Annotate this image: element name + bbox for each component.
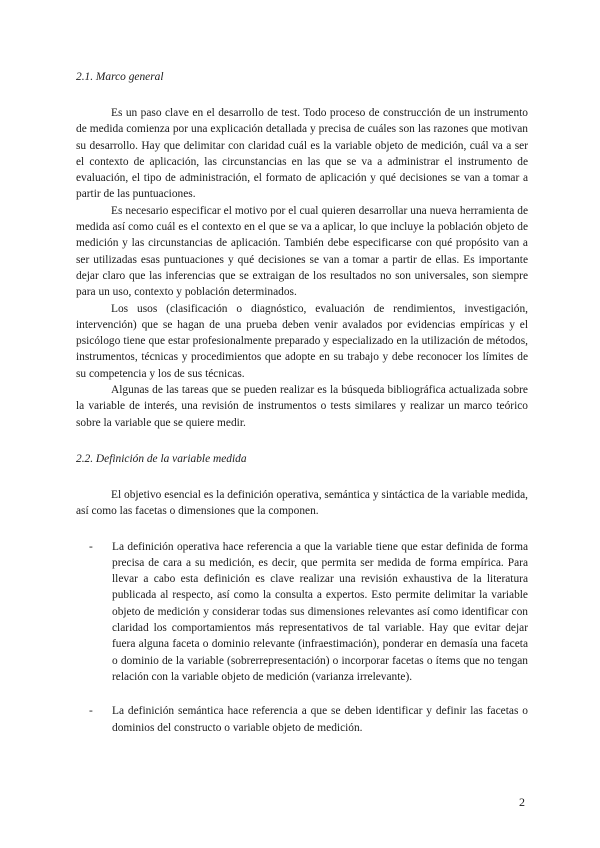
paragraph-intro-definicion: El objetivo esencial es la definición operativa, semántica y sintáctica de la variable medida, así como las facetas o dimensiones que la componen. xyxy=(76,488,528,518)
bullet-list xyxy=(76,539,528,736)
list-item-text: La definición semántica hace referencia a que se deben identificar y definir las facetas o dominios del constructo o variable objeto de medición. xyxy=(112,705,528,734)
list-item xyxy=(76,539,528,686)
document-page xyxy=(76,70,528,736)
bullet-dash: - xyxy=(89,705,93,718)
bullet-dash: - xyxy=(89,540,93,553)
section-heading-definicion: 2.2. Definición de la variable medida xyxy=(76,452,247,465)
list-item xyxy=(76,703,528,736)
section-heading-marco-general: 2.1. Marco general xyxy=(76,71,164,83)
paragraph-3: Los usos (clasificación o diagnóstico, evaluación de rendimientos, investigación, intervención) que se hagan de una prueba deben venir avalados por evidencias empíricas y el psicólogo tiene que estar profesionalmente preparado y especializado en la utilización de métodos, instrumentos, técnicas y procedimientos que adopte en su trabajo y debe reconocer los límites de su competencia y los de sus técnicas. xyxy=(76,302,528,380)
paragraph-1: Es un paso clave en el desarrollo de test. Todo proceso de construcción de un instrumento de medida comienza por una explicación detallada y precisa de cuáles son las razones que motivan su desarrollo. Hay que delimitar con claridad cuál es la variable objeto de medición, cuál va a ser el contexto de aplicación, las circunstancias en las que se va a administrar el instrumento de evaluación, el tipo de administración, el formato de aplicación y qué decisiones se van a tomar a partir de las puntuaciones. xyxy=(76,107,528,201)
paragraph-2: Es necesario especificar el motivo por el cual quieren desarrollar una nueva herramienta de medida así como cuál es el contexto en el que se va a aplicar, lo que incluye la población objeto de medición y las circunstancias de aplicación. También debe especificarse con qué propósito van a ser utilizadas esas puntuaciones y qué decisiones se van a tomar a partir de ellas. Es importante dejar claro que las inferencias que se extraigan de los resultados no son universales, son siempre para un uso, contexto y población determinados. xyxy=(76,204,528,299)
paragraph-4: Algunas de las tareas que se pueden realizar es la búsqueda bibliográfica actualizada sobre la variable de interés, una revisión de instrumentos o tests similares y realizar un marco teórico sobre la variable que se quiere medir. xyxy=(76,384,528,429)
page-number: 2 xyxy=(519,795,525,809)
list-item-text: La definición operativa hace referencia a que la variable tiene que estar definida de forma precisa de cara a su medición, es decir, que permita ser medida de forma empírica. Para llevar a cabo esta definición es clave realizar una revisión exhaustiva de la literatura publicada al respecto, así como la consulta a expertos. Esto permite delimitar la variable objeto de medición y considerar todas sus dimensiones relevantes así como identificar con claridad los comportamientos más representativos de tal variable. Hay que evitar dejar fuera alguna faceta o dominio relevante (infraestimación), ponderar en demasía una faceta o dominio de la variable (sobrerrepresentación) o incorporar facetas o ítems que no tengan relación con la variable objeto de medición (varianza irrelevante). xyxy=(112,540,528,683)
